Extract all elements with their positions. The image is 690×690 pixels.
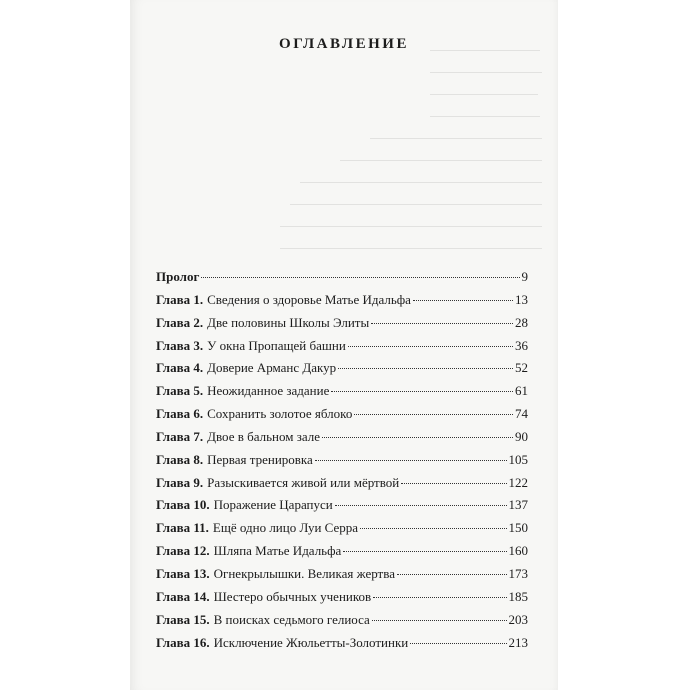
toc-chapter-title: Шестеро обычных учеников — [213, 588, 372, 604]
dot-leader — [348, 346, 513, 347]
toc-chapter-label: Глава 15. — [156, 611, 210, 627]
toc-entry — [156, 266, 528, 289]
toc-page-number: 185 — [508, 588, 528, 604]
dot-leader — [354, 414, 513, 415]
dot-leader — [338, 368, 513, 369]
toc-entry — [156, 449, 528, 472]
toc-entry — [156, 403, 528, 426]
toc-entry — [156, 380, 528, 403]
dot-leader — [343, 551, 506, 552]
toc-chapter-label: Глава 16. — [156, 634, 210, 650]
toc-chapter-label: Глава 7. — [156, 428, 204, 444]
toc-page-number: 160 — [508, 543, 528, 559]
toc-chapter-label: Глава 4. — [156, 360, 204, 376]
toc-chapter-title: Шляпа Матье Идальфа — [213, 543, 342, 559]
dot-leader — [201, 277, 519, 278]
toc-chapter-title: Ещё одно лицо Луи Серра — [212, 520, 359, 536]
bleed-through-text — [280, 48, 542, 263]
dot-leader — [410, 643, 506, 644]
dot-leader — [413, 300, 513, 301]
toc-page-number: 13 — [515, 291, 528, 307]
toc-chapter-label: Глава 14. — [156, 588, 210, 604]
toc-chapter-label: Глава 11. — [156, 520, 209, 536]
toc-chapter-label: Глава 8. — [156, 451, 204, 467]
toc-page-number: 52 — [515, 360, 528, 376]
dot-leader — [373, 597, 506, 598]
dot-leader — [331, 391, 513, 392]
toc-entry — [156, 540, 528, 563]
toc-chapter-label: Глава 9. — [156, 474, 204, 490]
table-of-contents — [156, 266, 528, 654]
toc-entry — [156, 335, 528, 358]
dot-leader — [397, 574, 507, 575]
toc-chapter-title: Неожиданное задание — [207, 383, 330, 399]
toc-chapter-label: Глава 6. — [156, 406, 204, 422]
toc-page-number: 173 — [508, 565, 528, 581]
toc-chapter-label: Глава 5. — [156, 383, 204, 399]
dot-leader — [371, 323, 513, 324]
toc-chapter-title: Огнекрылышки. Великая жертва — [213, 565, 395, 581]
book-page — [130, 0, 558, 690]
toc-entry — [156, 289, 528, 312]
toc-chapter-label: Глава 3. — [156, 337, 204, 353]
dot-leader — [360, 528, 506, 529]
toc-chapter-title: У окна Пропащей башни — [207, 337, 346, 353]
toc-entry — [156, 517, 528, 540]
toc-chapter-label: Глава 12. — [156, 543, 210, 559]
toc-entry — [156, 586, 528, 609]
toc-page-number: 9 — [521, 269, 528, 284]
toc-page-number: 90 — [515, 428, 528, 444]
toc-page-number: 213 — [508, 634, 528, 650]
toc-chapter-title: Сохранить золотое яблоко — [207, 406, 353, 422]
toc-page-number: 203 — [508, 611, 528, 627]
dot-leader — [315, 460, 507, 461]
toc-entry — [156, 472, 528, 495]
toc-page-number: 28 — [515, 314, 528, 330]
dot-leader — [372, 620, 507, 621]
toc-page-number: 61 — [515, 383, 528, 399]
toc-chapter-title: Поражение Царапуси — [213, 497, 333, 513]
toc-chapter-label: Пролог — [156, 269, 200, 284]
toc-entry — [156, 632, 528, 655]
toc-chapter-label: Глава 2. — [156, 314, 204, 330]
toc-entry — [156, 312, 528, 335]
toc-chapter-title: Две половины Школы Элиты — [207, 314, 370, 330]
toc-entry — [156, 426, 528, 449]
toc-page-number: 74 — [515, 406, 528, 422]
toc-page-number: 36 — [515, 337, 528, 353]
toc-chapter-title: В поисках седьмого гелиоса — [213, 611, 370, 627]
toc-entry — [156, 357, 528, 380]
toc-page-number: 137 — [508, 497, 528, 513]
toc-entry — [156, 563, 528, 586]
toc-chapter-title: Исключение Жюльетты-Золотинки — [213, 634, 409, 650]
toc-chapter-label: Глава 10. — [156, 497, 210, 513]
toc-entry — [156, 494, 528, 517]
toc-chapter-title: Доверие Арманс Дакур — [207, 360, 337, 376]
page-title: ОГЛАВЛЕНИЕ — [279, 36, 409, 52]
toc-chapter-title: Первая тренировка — [207, 451, 313, 467]
toc-page-number: 122 — [508, 474, 528, 490]
toc-chapter-title: Сведения о здоровье Матье Идальфа — [207, 291, 411, 307]
dot-leader — [322, 437, 513, 438]
toc-chapter-title: Двое в бальном зале — [207, 428, 320, 444]
toc-chapter-label: Глава 1. — [156, 291, 204, 307]
toc-chapter-label: Глава 13. — [156, 565, 210, 581]
dot-leader — [335, 505, 507, 506]
toc-page-number: 105 — [508, 451, 528, 467]
toc-page-number: 150 — [508, 520, 528, 536]
toc-chapter-title: Разыскивается живой или мёртвой — [207, 474, 400, 490]
dot-leader — [401, 483, 506, 484]
toc-entry — [156, 609, 528, 632]
